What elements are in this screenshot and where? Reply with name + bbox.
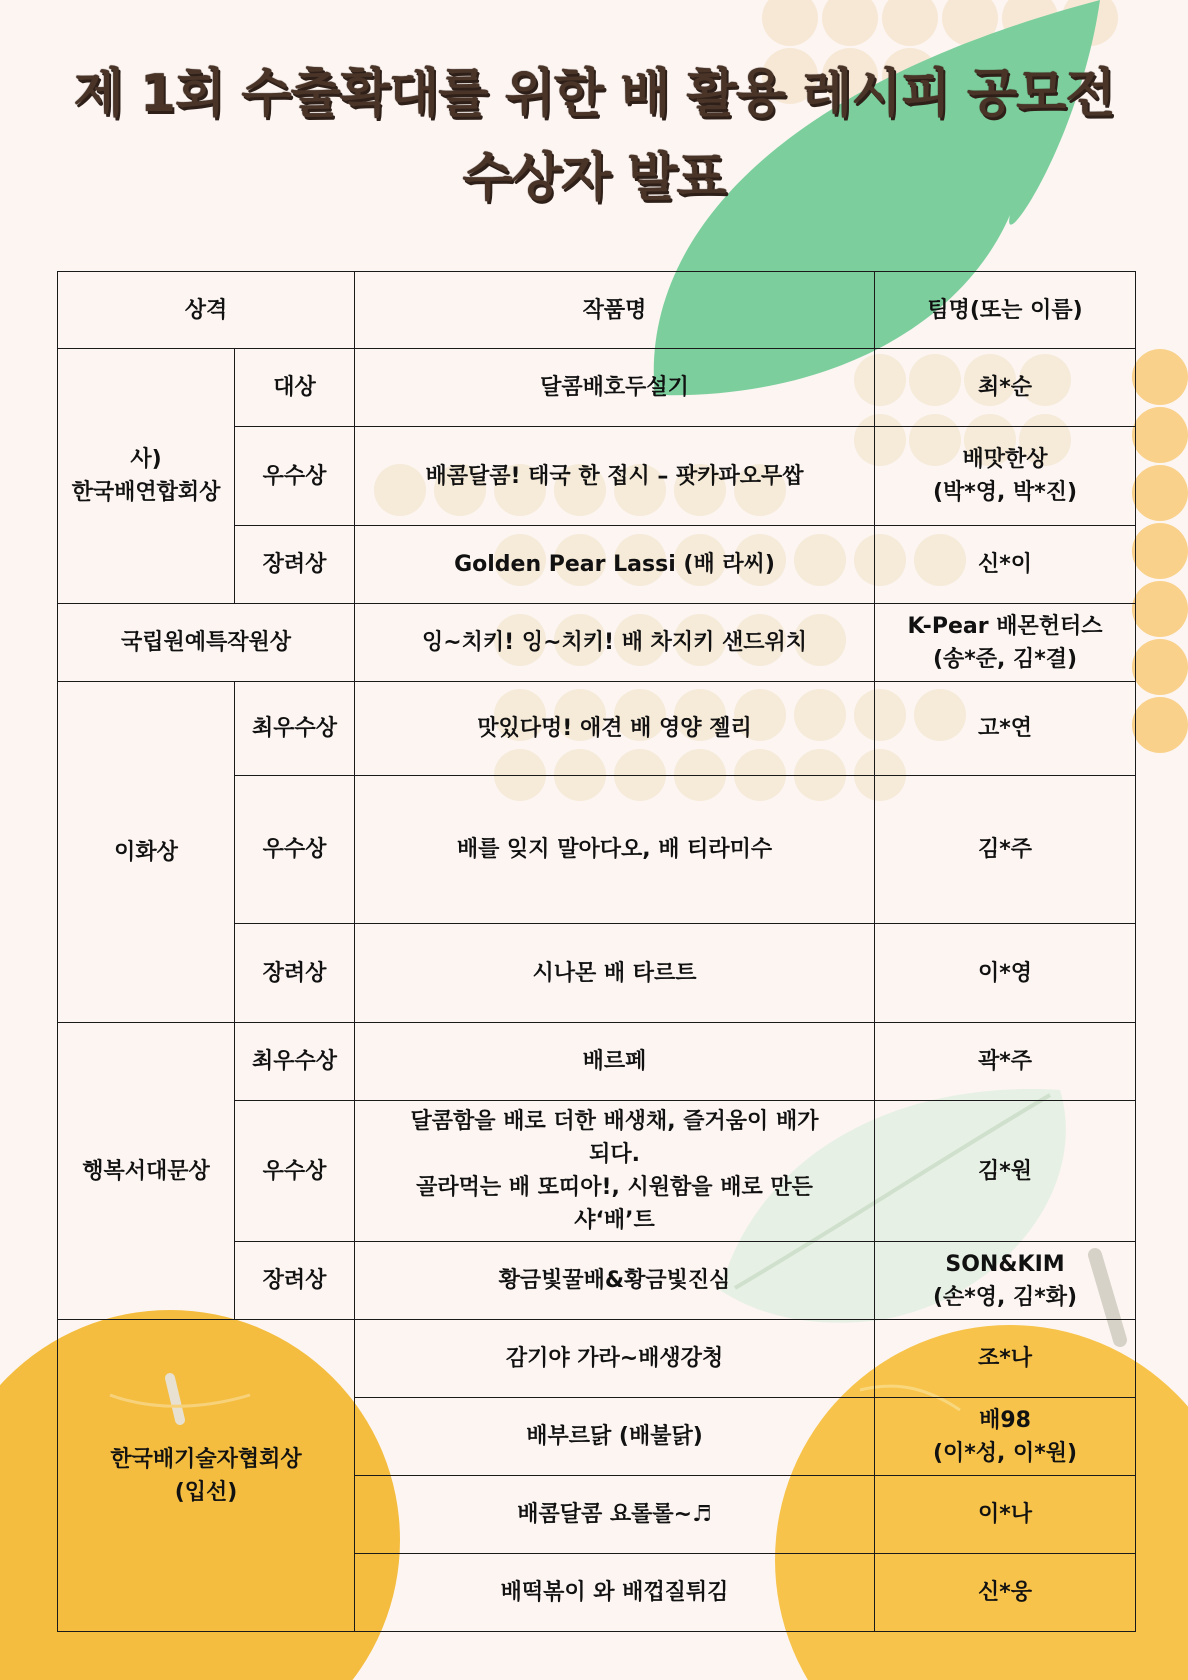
work-cell: 배콤달콤 요롤롤~♬ <box>355 1476 875 1554</box>
grade-cell: 최우수상 <box>235 1023 355 1101</box>
work-cell: 달콤함을 배로 더한 배생채, 즐거움이 배가 되다. 골라먹는 배 또띠아!, 시원함을 배로 만든 샤‘배’트 <box>355 1101 875 1242</box>
table-row <box>58 349 1136 427</box>
title-line-2: 수상자 발표 <box>462 148 726 208</box>
awards-table <box>57 271 1136 1632</box>
page-title <box>0 52 1188 220</box>
work-cell: 배르페 <box>355 1023 875 1101</box>
header-team: 팀명(또는 이름) <box>875 272 1136 349</box>
team-cell: SON&KIM (손*영, 김*화) <box>875 1242 1136 1320</box>
team-cell: 최*순 <box>875 349 1136 427</box>
header-grade: 상격 <box>58 272 355 349</box>
org-cell: 행복서대문상 <box>58 1023 235 1320</box>
team-cell: 김*원 <box>875 1101 1136 1242</box>
table-header-row <box>58 272 1136 349</box>
org-cell: 국립원예특작원상 <box>58 604 355 682</box>
grade-cell: 장려상 <box>235 1242 355 1320</box>
org-cell: 한국배기술자협회상 (입선) <box>58 1320 355 1632</box>
team-cell: 배98 (이*성, 이*원) <box>875 1398 1136 1476</box>
team-cell: 신*이 <box>875 526 1136 604</box>
work-cell: 배콤달콤! 태국 한 접시 – 팟카파오무쌉 <box>355 427 875 526</box>
work-cell: 배를 잊지 말아다오, 배 티라미수 <box>355 776 875 924</box>
org-cell: 사) 한국배연합회상 <box>58 349 235 604</box>
work-cell: 황금빛꿀배&황금빛진심 <box>355 1242 875 1320</box>
grade-cell: 최우수상 <box>235 682 355 776</box>
grade-cell: 장려상 <box>235 526 355 604</box>
team-cell: 배맛한상 (박*영, 박*진) <box>875 427 1136 526</box>
team-cell: 고*연 <box>875 682 1136 776</box>
org-cell: 이화상 <box>58 682 235 1023</box>
work-cell: 배부르닭 (배불닭) <box>355 1398 875 1476</box>
header-work: 작품명 <box>355 272 875 349</box>
team-cell: 조*나 <box>875 1320 1136 1398</box>
work-cell: 시나몬 배 타르트 <box>355 924 875 1023</box>
grade-cell: 우수상 <box>235 1101 355 1242</box>
yellow-dots <box>1132 349 1188 753</box>
work-cell: 맛있다멍! 애견 배 영양 젤리 <box>355 682 875 776</box>
table-row <box>58 1023 1136 1101</box>
team-cell: K-Pear 배몬헌터스 (송*준, 김*결) <box>875 604 1136 682</box>
team-cell: 곽*주 <box>875 1023 1136 1101</box>
work-cell: 잉~치키! 잉~치키! 배 차지키 샌드위치 <box>355 604 875 682</box>
work-cell: Golden Pear Lassi (배 라씨) <box>355 526 875 604</box>
table-row <box>58 682 1136 776</box>
work-cell: 달콤배호두설기 <box>355 349 875 427</box>
grade-cell: 장려상 <box>235 924 355 1023</box>
grade-cell: 우수상 <box>235 776 355 924</box>
table-row <box>58 1320 1136 1398</box>
grade-cell: 대상 <box>235 349 355 427</box>
work-cell: 배떡볶이 와 배껍질튀김 <box>355 1554 875 1632</box>
work-cell: 감기야 가라~배생강청 <box>355 1320 875 1398</box>
table-row <box>58 604 1136 682</box>
team-cell: 이*영 <box>875 924 1136 1023</box>
title-line-1: 제 1회 수출확대를 위한 배 활용 레시피 공모전 <box>73 64 1115 124</box>
grade-cell: 우수상 <box>235 427 355 526</box>
team-cell: 김*주 <box>875 776 1136 924</box>
team-cell: 이*나 <box>875 1476 1136 1554</box>
team-cell: 신*웅 <box>875 1554 1136 1632</box>
